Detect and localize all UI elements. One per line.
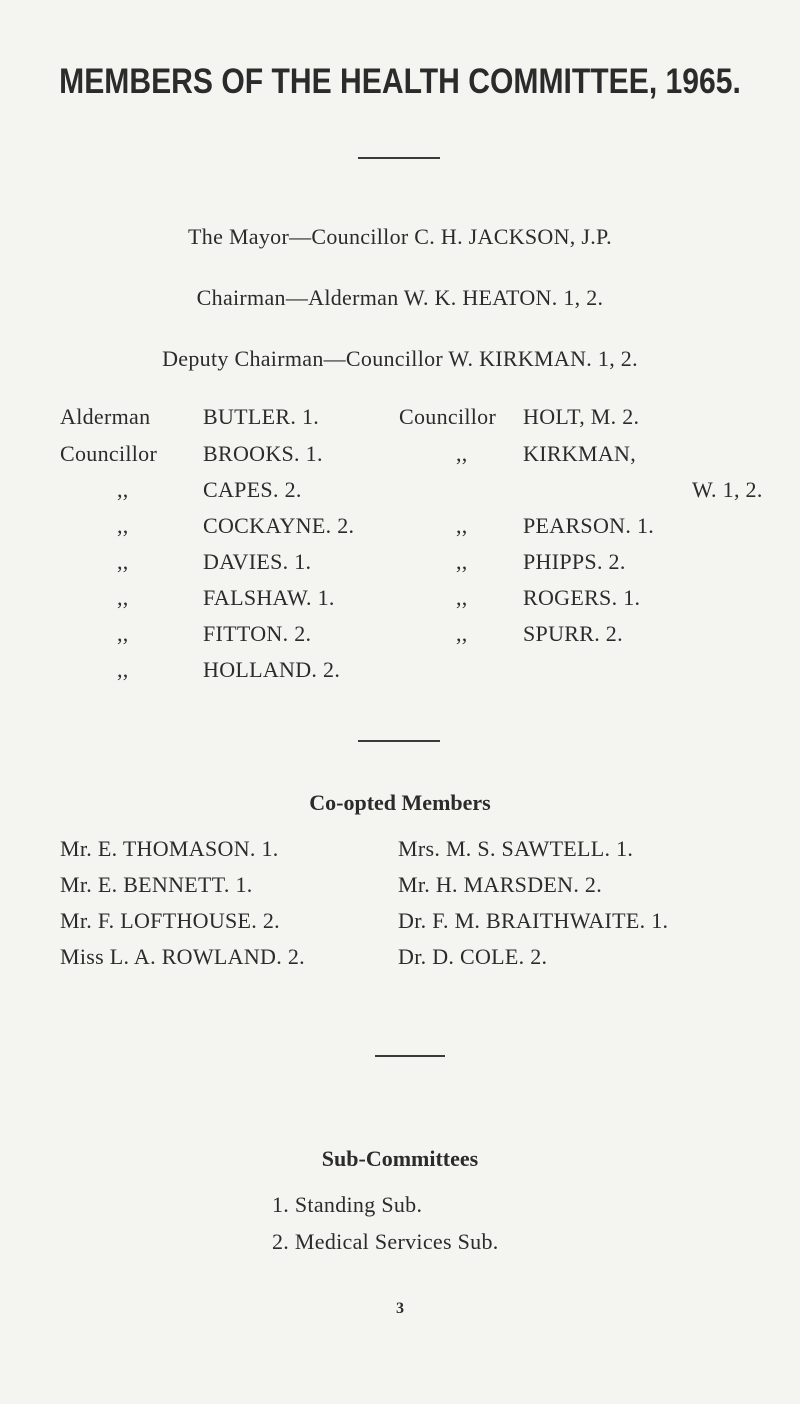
coopted-heading: Co-opted Members: [309, 790, 491, 815]
member-prefix: ,,: [117, 657, 129, 682]
member-name: ROGERS. 1.: [523, 585, 641, 610]
member-name: DAVIES. 1.: [203, 549, 312, 574]
member-prefix: Councillor: [399, 404, 497, 429]
member-name: SPURR. 2.: [523, 621, 623, 646]
coopted-member: Dr. F. M. BRAITHWAITE. 1.: [398, 908, 669, 933]
subcommittee-item: 2. Medical Services Sub.: [272, 1229, 499, 1254]
member-name: CAPES. 2.: [203, 477, 302, 502]
officer-deputy-chairman: Deputy Chairman—Councillor W. KIRKMAN. 1, 2.: [162, 346, 638, 371]
member-prefix: ,,: [456, 621, 468, 646]
member-name: FALSHAW. 1.: [203, 585, 335, 610]
page-title: MEMBERS OF THE HEALTH COMMITTEE, 1965.: [59, 62, 741, 101]
divider: [358, 157, 440, 159]
officer-chairman: Chairman—Alderman W. K. HEATON. 1, 2.: [196, 285, 604, 310]
coopted-member: Miss L. A. ROWLAND. 2.: [60, 944, 305, 969]
member-prefix: ,,: [117, 549, 129, 574]
member-name: BROOKS. 1.: [203, 441, 323, 466]
member-prefix: ,,: [117, 477, 129, 502]
member-prefix: ,,: [117, 585, 129, 610]
divider: [358, 740, 440, 742]
member-prefix: ,,: [456, 441, 468, 466]
member-prefix: ,,: [456, 549, 468, 574]
member-name: PEARSON. 1.: [523, 513, 655, 538]
member-name: BUTLER. 1.: [203, 404, 320, 429]
member-name: HOLT, M. 2.: [523, 404, 640, 429]
member-name: KIRKMAN,: [523, 441, 637, 466]
coopted-member: Mr. H. MARSDEN. 2.: [398, 872, 603, 897]
member-prefix: ,,: [456, 513, 468, 538]
divider: [375, 1055, 445, 1057]
member-prefix: Alderman: [60, 404, 151, 429]
coopted-member: Mr. F. LOFTHOUSE. 2.: [60, 908, 280, 933]
member-name: COCKAYNE. 2.: [203, 513, 355, 538]
coopted-member: Dr. D. COLE. 2.: [398, 944, 548, 969]
coopted-member: Mrs. M. S. SAWTELL. 1.: [398, 836, 634, 861]
coopted-member: Mr. E. BENNETT. 1.: [60, 872, 253, 897]
member-name: PHIPPS. 2.: [523, 549, 626, 574]
member-prefix: ,,: [117, 621, 129, 646]
member-prefix: Councillor: [60, 441, 158, 466]
subcommittee-item: 1. Standing Sub.: [272, 1192, 423, 1217]
subcommittees-heading: Sub-Committees: [321, 1146, 479, 1171]
member-name: HOLLAND. 2.: [203, 657, 341, 682]
member-name: W. 1, 2.: [692, 477, 763, 502]
page-number: 3: [396, 1300, 404, 1317]
member-name: FITTON. 2.: [203, 621, 312, 646]
officer-mayor: The Mayor—Councillor C. H. JACKSON, J.P.: [188, 224, 612, 249]
member-prefix: ,,: [117, 513, 129, 538]
member-prefix: ,,: [456, 585, 468, 610]
coopted-member: Mr. E. THOMASON. 1.: [60, 836, 279, 861]
